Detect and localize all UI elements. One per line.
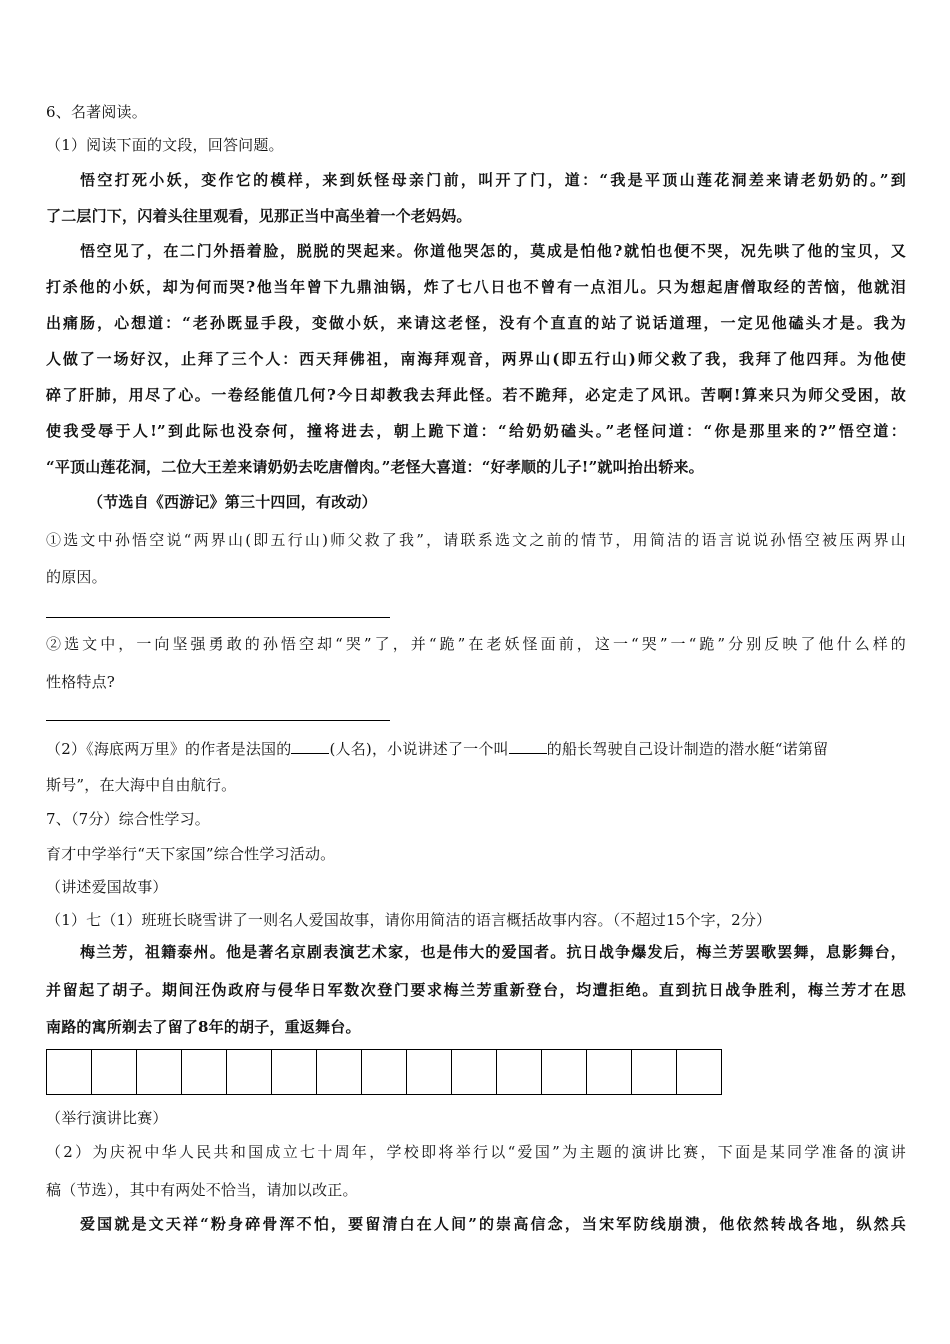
passage-line: 打杀他的小妖，却为何而哭?他当年曾下九鼎油锅，炸了七八日也不曾有一点泪儿。只为想起唐僧取经的苦恼，他就泪 xyxy=(46,278,906,296)
story-line: 梅兰芳，祖籍泰州。他是著名京剧表演艺术家，也是伟大的爱国者。抗日战争爆发后，梅兰芳罢歌罢舞，息影舞台， xyxy=(80,943,906,961)
passage-line: 出痛肠，心想道：“老孙既显手段，变做小妖，来请这老怪，没有个直直的站了说话道理，一定见他磕头才是。我为 xyxy=(46,314,906,332)
passage-source: （节选自《西游记》第三十四回，有改动） xyxy=(88,493,377,511)
answer-cell[interactable] xyxy=(676,1049,722,1095)
q6-part2-text: 的船长驾驶自己设计制造的潜水艇“诺第留 xyxy=(546,740,829,758)
passage-line: 了二层门下，闪着头往里观看，见那正当中高坐着一个老妈妈。 xyxy=(46,207,472,225)
q6-part1-intro: （1）阅读下面的文段，回答问题。 xyxy=(46,136,284,154)
story-line: 并留起了胡子。期间汪伪政府与侵华日军数次登门要求梅兰芳重新登台，均遭拒绝。直到抗日战争胜利，梅兰芳才在思 xyxy=(46,981,906,999)
answer-cell[interactable] xyxy=(361,1049,407,1095)
q7-sub2-line: （2）为庆祝中华人民共和国成立七十周年，学校即将举行以“爱国”为主题的演讲比赛，下面是某同学准备的演讲 xyxy=(46,1143,906,1161)
answer-line xyxy=(46,720,390,721)
answer-cell[interactable] xyxy=(541,1049,587,1095)
q7-section2: （举行演讲比赛） xyxy=(46,1109,168,1127)
passage-line: 人做了一场好汉，止拜了三个人：西天拜佛祖，南海拜观音，两界山(即五行山)师父救了我，我拜了他四拜。为他使 xyxy=(46,350,906,368)
passage-line: 使我受辱于人!”到此际也没奈何，撞将进去，朝上跪下道：“给奶奶磕头。”老怪问道：“你是那里来的?”悟空道： xyxy=(46,422,906,440)
story-line: 南路的寓所剃去了留了8年的胡子，重返舞台。 xyxy=(46,1018,361,1036)
answer-cell[interactable] xyxy=(316,1049,362,1095)
q7-sub2-line: 稿（节选），其中有两处不恰当，请加以改正。 xyxy=(46,1181,358,1199)
answer-cell[interactable] xyxy=(271,1049,317,1095)
passage-line: 悟空见了，在二门外捂着脸，脱脱的哭起来。你道他哭怎的，莫成是怕他?就怕也便不哭，况先哄了他的宝贝，又 xyxy=(80,242,906,260)
answer-cell[interactable] xyxy=(496,1049,542,1095)
q6-heading: 6、名著阅读。 xyxy=(46,103,147,121)
q7-intro: 育才中学举行“天下家国”综合性学习活动。 xyxy=(46,845,336,863)
q6-sub2-line: 性格特点? xyxy=(46,673,116,691)
answer-cell[interactable] xyxy=(181,1049,227,1095)
captain-blank xyxy=(509,739,547,754)
answer-grid xyxy=(46,1049,722,1095)
answer-cell[interactable] xyxy=(46,1049,92,1095)
answer-cell[interactable] xyxy=(631,1049,677,1095)
answer-cell[interactable] xyxy=(136,1049,182,1095)
author-blank xyxy=(291,739,329,754)
passage-line: 碎了肝肺，用尽了心。一卷经能值几何?今日却教我去拜此怪。若不跪拜，必定走了风讯。苦啊!算来只为师父受困，故 xyxy=(46,386,906,404)
q7-sub1: （1）七（1）班班长晓雪讲了一则名人爱国故事，请你用简洁的语言概括故事内容。（不超过15个字，2分） xyxy=(46,911,772,929)
q6-part2-line xyxy=(46,738,906,760)
answer-cell[interactable] xyxy=(586,1049,632,1095)
speech-line: 爱国就是文天祥“粉身碎骨浑不怕，要留清白在人间”的崇高信念，当宋军防线崩溃，他依然转战各地，纵然兵 xyxy=(80,1215,906,1233)
q6-sub1-line: ①选文中孙悟空说“两界山(即五行山)师父救了我”，请联系选文之前的情节，用简洁的语言说说孙悟空被压两界山 xyxy=(46,531,906,549)
q6-sub2-line: ②选文中，一向坚强勇敢的孙悟空却“哭”了，并“跪”在老妖怪面前，这一“哭”一“跪”分别反映了他什么样的 xyxy=(46,635,906,653)
q7-section1: （讲述爱国故事） xyxy=(46,878,168,896)
answer-cell[interactable] xyxy=(451,1049,497,1095)
q6-part2-line2: 斯号”，在大海中自由航行。 xyxy=(46,776,237,794)
q6-part2-text: （2）《海底两万里》的作者是法国的 xyxy=(46,740,292,758)
passage-line: 悟空打死小妖，变作它的模样，来到妖怪母亲门前，叫开了门，道：“我是平顶山莲花洞差来请老奶奶的。”到 xyxy=(80,171,906,189)
q6-part2-text: (人名)，小说讲述了一个叫 xyxy=(329,740,509,758)
q7-heading: 7、（7分）综合性学习。 xyxy=(46,810,210,828)
passage-line: “平顶山莲花洞，二位大王差来请奶奶去吃唐僧肉。”老怪大喜道：“好孝顺的儿子!”就叫抬出轿来。 xyxy=(46,458,704,476)
q6-sub1-line: 的原因。 xyxy=(46,568,107,586)
answer-cell[interactable] xyxy=(226,1049,272,1095)
answer-cell[interactable] xyxy=(406,1049,452,1095)
answer-line xyxy=(46,617,390,618)
answer-cell[interactable] xyxy=(91,1049,137,1095)
